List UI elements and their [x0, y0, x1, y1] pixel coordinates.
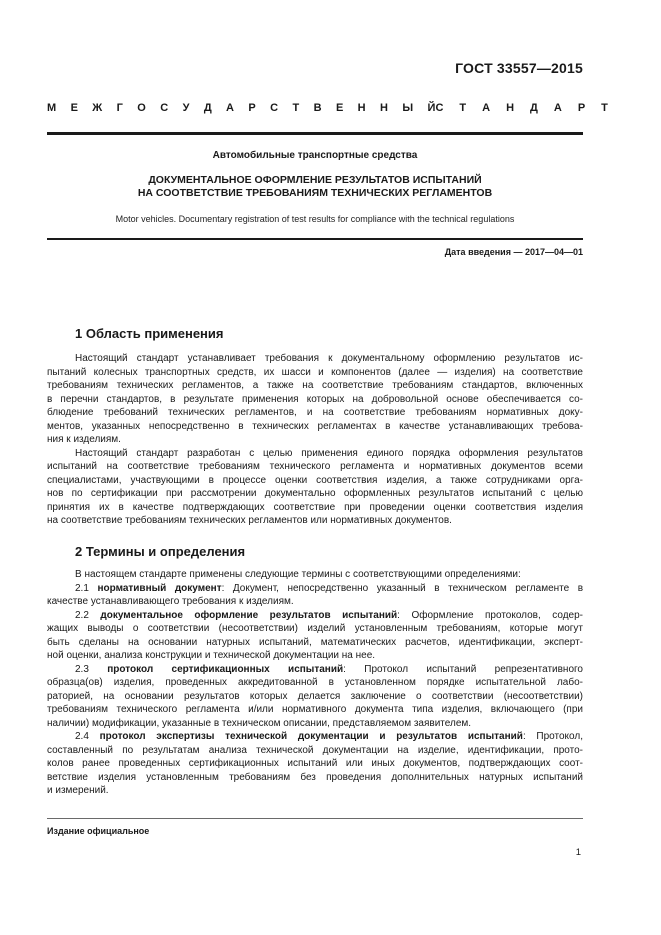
term-definition: : Оформление протоколов, содер-	[397, 609, 584, 621]
text-line: нов по сертификации при рассмотрении документально оформленных результатов испытаний с целью	[47, 488, 583, 499]
term-first-line	[47, 582, 583, 596]
text-line: ветствие изделия установленным требованиям без проведения дополнительных натурных испытаний	[47, 771, 583, 783]
banner-letter: С	[270, 102, 279, 114]
banner-letter: М	[47, 102, 57, 114]
banner-letter: В	[313, 102, 322, 114]
middle-rule	[47, 238, 583, 240]
banner-letter: А	[482, 102, 491, 114]
paragraph	[47, 447, 583, 528]
interstate-word	[47, 102, 435, 114]
term-first-line	[47, 663, 583, 677]
term-entry	[47, 582, 583, 609]
interstate-standard-banner	[47, 102, 608, 114]
term-definition: : Протокол испытаний репрезентативного	[343, 663, 583, 675]
text-line: Настоящий стандарт разработан с целью применения единого порядка оформления результатов	[75, 447, 583, 459]
text-line: на соответствие требованиям технических регламентов или нормативных документов.	[47, 515, 452, 526]
text-line: специалистами, участвующими в процессе оценки соответствия изделия, а также сотрудниками орга-	[47, 474, 583, 486]
text-line: пытаний колесных транспортных средств, их шасси и компонентов (далее — изделия) на соответствие	[47, 366, 583, 378]
banner-letter: Г	[116, 102, 123, 114]
banner-letter: У	[182, 102, 190, 114]
title-line: НА СООТВЕТСТВИЕ ТРЕБОВАНИЯМ ТЕХНИЧЕСКИХ РЕГЛАМЕНТОВ	[137, 187, 493, 199]
text-line: составленный по результатам анализа технической документации на изделие, идентификации, прото-	[47, 744, 583, 756]
english-title: Motor vehicles. Documentary registration of test results for compliance with the technical regulations	[115, 214, 515, 224]
term-number: 2.3	[75, 663, 108, 675]
term-name: нормативный документ	[97, 582, 222, 594]
text-line: образца(ов) изделия, проведенных аккредитованной в установленном порядке испытательной лабо-	[47, 677, 583, 688]
term-definition: : Документ, непосредственно указанный в техническом регламенте в	[221, 582, 584, 594]
term-name: документальное оформление результатов испытаний	[100, 609, 398, 621]
banner-letter: О	[137, 102, 146, 114]
banner-letter: С	[435, 102, 444, 114]
text-line: раторией, на основании результатов которых делается заключение о соответствии (несоответствии)	[47, 690, 583, 702]
section2-intro: В настоящем стандарте применены следующие термины с соответствующими определениями:	[75, 569, 521, 580]
document-title	[47, 174, 583, 200]
banner-letter: Н	[380, 102, 388, 114]
term-entry	[47, 663, 583, 731]
page-number: 1	[575, 847, 581, 858]
footer-rule	[47, 818, 583, 819]
banner-letter: Й	[427, 102, 436, 114]
text-line: ния к изделиям.	[47, 434, 121, 445]
top-rule	[47, 132, 583, 135]
banner-letter: Е	[70, 102, 78, 114]
banner-letter: А	[226, 102, 234, 114]
text-line: качестве устанавливающего требования к изделиям.	[47, 596, 294, 607]
section2-heading: 2 Термины и определения	[75, 544, 246, 559]
banner-letter: Р	[248, 102, 256, 114]
text-line: жащих выводы о соответствии (несоответствии) изделий установленным требованиям, которые могут	[47, 623, 583, 634]
banner-letter: Р	[577, 102, 586, 114]
title-line: ДОКУМЕНТАЛЬНОЕ ОФОРМЛЕНИЕ РЕЗУЛЬТАТОВ ИСПЫТАНИЙ	[148, 174, 482, 186]
term-entry	[47, 730, 583, 798]
text-line: требованиям технических регламентов, а также на соответствие требованиям стандартов, включенных	[47, 380, 583, 391]
banner-letter: Т	[292, 102, 300, 114]
text-line: требованиям технического регламента и/или нормативного документа типа изделия, включающего (при	[47, 704, 583, 715]
section1-heading: 1 Область применения	[75, 326, 224, 341]
banner-letter: Ж	[92, 102, 103, 114]
text-line: ной оценки, анализа конструкции и технической документации на нее.	[47, 650, 376, 661]
banner-letter: Т	[601, 102, 608, 114]
section1-body	[47, 352, 583, 528]
doc-number: ГОСТ 33557—2015	[455, 60, 583, 76]
banner-letter: Е	[335, 102, 344, 114]
banner-letter: А	[553, 102, 562, 114]
term-entry	[47, 609, 583, 663]
term-name: протокол экспертизы технической документации и результатов испытаний	[99, 731, 523, 742]
term-first-line	[47, 609, 583, 623]
banner-letter: Д	[530, 102, 538, 114]
banner-letter: Д	[203, 102, 212, 114]
term-name: протокол сертификационных испытаний	[107, 663, 344, 675]
text-line: в перечни стандартов, в результате применения которых на добровольной основе обеспечивается со-	[47, 393, 583, 405]
paragraph	[47, 352, 583, 447]
text-line: и измерений.	[47, 785, 109, 796]
introduction-date: Дата введения — 2017—04—01	[444, 247, 583, 257]
banner-letter: С	[160, 102, 169, 114]
text-line: Настоящий стандарт устанавливает требования к документальному оформлению результатов ис-	[75, 353, 583, 364]
banner-letter: Н	[506, 102, 515, 114]
document-subtitle: Автомобильные транспортные средства	[212, 150, 418, 161]
official-edition-label: Издание официальное	[47, 826, 150, 836]
text-line: принятия их в качестве подтверждающих соответствие при проведении оценки соответствия изделия	[47, 501, 583, 513]
text-line: быть сделаны на основании натурных испытаний, математических расчетов, идентификации, эксперт-	[47, 636, 583, 648]
term-definition: : Протокол,	[522, 731, 583, 742]
text-line: блюдение требований технических регламентов, и на соответствие требованиям нормативных доку-	[47, 407, 583, 418]
text-line: испытаний на соответствие требованиям технического регламента и нормативных документов всеми	[47, 461, 583, 472]
banner-letter: Н	[357, 102, 366, 114]
term-first-line	[47, 730, 583, 744]
term-number: 2.1	[75, 582, 98, 594]
text-line: колов ранее проведенных сертификационных испытаний или иных документов, подтверждающих соот-	[47, 758, 583, 769]
standard-word	[435, 102, 607, 114]
banner-letter: Ы	[402, 102, 414, 114]
section2-body	[47, 568, 583, 798]
banner-letter: Т	[459, 102, 467, 114]
term-number: 2.2	[75, 609, 101, 621]
term-number: 2.4	[75, 731, 100, 742]
text-line: ментов, указанных непосредственно в технических регламентах в качестве устанавливающих требова-	[47, 420, 583, 432]
text-line: наличии) модификации, указанные в техническом описании, представляемом заявителем.	[47, 717, 472, 729]
